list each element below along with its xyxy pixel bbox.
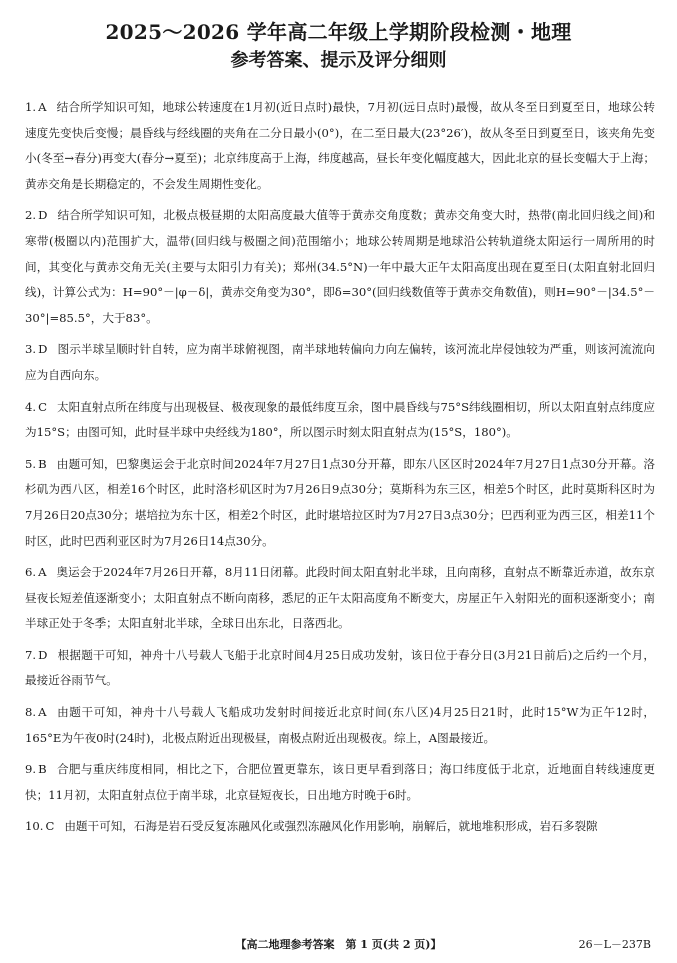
item-answer: C <box>45 819 55 834</box>
item-answer: A <box>38 565 47 580</box>
item-number: 8. <box>25 705 37 720</box>
item-answer: D <box>38 208 48 223</box>
answer-item-5 <box>25 452 655 554</box>
item-explanation: 由题干可知，神舟十八号载人飞船成功发射时间接近北京时间(东八区)4月25日21时，此时15°W为正午12时，165°E为午夜0时(24时)，北极点附近出现极昼，南极点附近出现极夜。综上，A图最接近。 <box>25 705 655 745</box>
item-explanation: 由题可知，巴黎奥运会于北京时间2024年7月27日1点30分开幕，即东八区区时2024年7月27日1点30分开幕。洛杉矶为西八区，相差16个时区，此时洛杉矶区时为7月26日9点30分；莫斯科为东三区，相差5个时区，此时莫斯科区时为7月26日20点30分；堪培拉为东十区，相差2个时区，此时堪培拉区时为7月27日3点30分；巴西利亚为西三区，相差11个时区，此时巴西利亚区时为7月26日14点30分。 <box>25 456 655 548</box>
answer-item-7 <box>25 643 655 694</box>
item-number: 5. <box>25 456 37 471</box>
item-answer: D <box>38 342 48 357</box>
item-answer: A <box>38 100 47 114</box>
item-number: 1. <box>25 100 37 114</box>
item-number: 6. <box>25 565 37 580</box>
item-number: 3. <box>25 342 37 357</box>
answer-item-1 <box>25 95 655 197</box>
page-footer <box>0 934 677 954</box>
item-number: 7. <box>25 647 37 662</box>
item-explanation: 奥运会于2024年7月26日开幕，8月11日闭幕。此段时间太阳直射北半球，且向南移，直射点不断靠近赤道，故东京昼夜长短差值逐渐变小；太阳直射点不断向南移，悉尼的正午太阳高度角不断变大，房屋正午入射阳光的面积逐渐变小；南半球正处于冬季；太阳直射北半球，全球日出东北，日落西北。 <box>25 565 655 631</box>
footer-page-info: 【高二地理参考答案 第 1 页(共 2 页)】 <box>235 938 442 951</box>
answer-item-2 <box>25 203 655 331</box>
item-answer: D <box>38 647 48 662</box>
answer-list <box>25 95 655 846</box>
page-subtitle: 参考答案、提示及评分细则 <box>230 50 447 71</box>
item-answer: B <box>38 762 47 777</box>
item-number: 10. <box>25 819 44 834</box>
item-explanation: 由题干可知，石海是岩石受反复冻融风化或强烈冻融风化作用影响，崩解后，就地堆积形成，岩石多裂隙 <box>64 819 598 834</box>
answer-item-10 <box>25 814 655 840</box>
item-number: 4. <box>25 399 37 414</box>
item-explanation: 根据题干可知，神舟十八号载人飞船于北京时间4月25日成功发射，该日位于春分日(3月21日前后)之后约一个月，最接近谷雨节气。 <box>25 647 655 688</box>
item-explanation: 太阳直射点所在纬度与出现极昼、极夜现象的最低纬度互余，图中晨昏线与75°S纬线圈相切，所以太阳直射点纬度应为15°S；由图可知，此时昼半球中央经线为180°，所以图示时刻太阳直射点为(15°S，180°)。 <box>25 399 655 440</box>
answer-item-3 <box>25 337 655 388</box>
item-answer: A <box>38 705 47 720</box>
answer-item-9 <box>25 757 655 808</box>
item-answer: C <box>38 399 47 414</box>
item-number: 9. <box>25 762 37 777</box>
item-explanation: 结合所学知识可知，地球公转速度在1月初(近日点时)最快，7月初(远日点时)最慢，故从冬至日到夏至日，地球公转速度先变快后变慢；晨昏线与经线圈的夹角在二分日最小(0°)，在二至日最大(23°26′)，故从冬至日到夏至日，该夹角先变小(冬至→春分)再变大(春分→夏至)；北京纬度高于上海，纬度越高，昼长年变化幅度越大，因此北京的昼长变幅大于上海；黄赤交角是长期稳定的，不会发生周期性变化。 <box>25 100 655 191</box>
item-answer: B <box>38 456 47 471</box>
item-explanation: 图示半球呈顺时针自转，应为南半球俯视图，南半球地转偏向力向左偏转，该河流北岸侵蚀较为严重，则该河流流向应为自西向东。 <box>25 342 655 382</box>
item-explanation: 合肥与重庆纬度相同，相比之下，合肥位置更靠东，该日更早看到落日；海口纬度低于北京，近地面自转线速度更快；11月初，太阳直射点位于南半球，北京昼短夜长，日出地方时晚于6时。 <box>25 762 655 802</box>
answer-item-6 <box>25 560 655 637</box>
answer-item-4 <box>25 395 655 446</box>
item-number: 2. <box>25 208 37 223</box>
item-explanation: 结合所学知识可知，北极点极昼期的太阳高度最大值等于黄赤交角度数；黄赤交角变大时，热带(南北回归线之间)和寒带(极圈以内)范围扩大，温带(回归线与极圈之间)范围缩小；地球公转周期是地球沿公转轨道绕太阳运行一周所用的时间，其变化与黄赤交角无关(主要与太阳引力有关)；郑州(34.5°N)一年中最大正午太阳高度出现在夏至日(太阳直射北回归线)，计算公式为：H=90°－|φ－δ|，黄赤交角变为30°，即δ=30°(回归线数值等于黄赤交角数值)，则H=90°－|34.5°－30°|=85.5°，大于83°。 <box>25 208 655 325</box>
page-title: 2025～2026 学年高二年级上学期阶段检测・地理 <box>105 20 572 44</box>
answer-item-8 <box>25 700 655 751</box>
footer-doc-code: 26－L－237B <box>578 938 651 951</box>
